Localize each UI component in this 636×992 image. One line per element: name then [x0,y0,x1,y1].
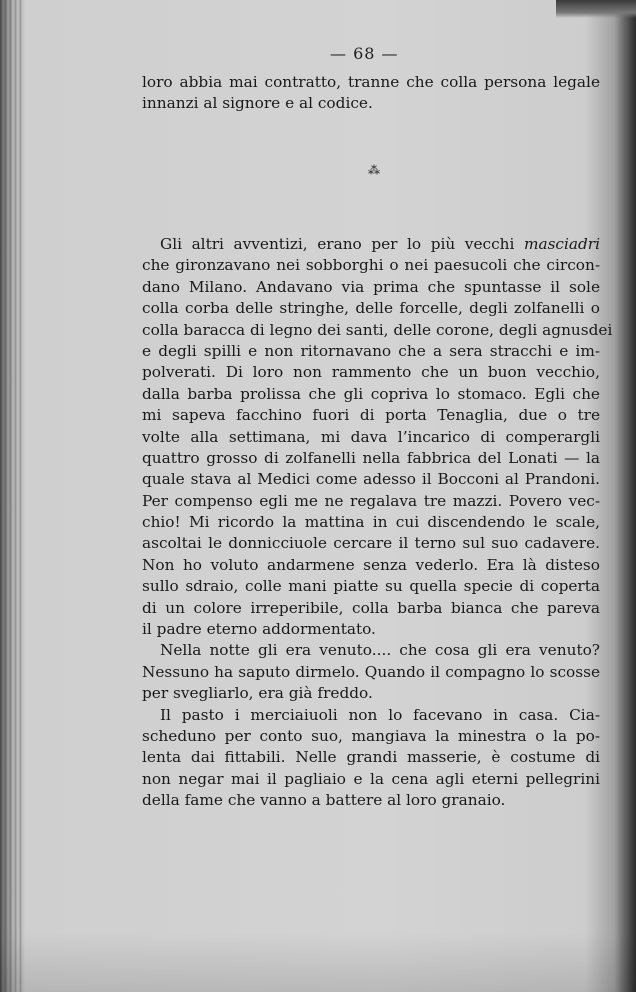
text-line: ascoltai le donnicciuole cercare il terno sul suo cadavere. [142,534,600,553]
page-bottom-shade [0,932,636,992]
text-line: quattro grosso di zolfanelli nella fabbrica del Lonati — la [142,448,600,467]
text-line: Nessuno ha saputo dirmelo. Quando il compagno lo scosse [142,662,600,681]
text-line: innanzi al signore e al codice. [142,94,373,113]
text-line: sullo sdraio, colle mani piatte su quella specie di coperta [142,577,600,596]
text-line: della fame che vanno a battere al loro granaio. [142,791,506,810]
page-number: — 68 — [330,44,399,63]
text-line: dano Milano. Andavano via prima che spuntasse il sole [142,277,600,296]
section-break-asterism: ⁂ [368,163,380,177]
text-line: quale stava al Medici come adesso il Bocconi al Prandoni. [142,470,600,489]
text-line [142,234,600,255]
text-line: Non ho voluto andarmene senza vederlo. Era là disteso [142,555,600,574]
text-line: scheduno per conto suo, mangiava la minestra o la po- [142,726,600,745]
paragraph-avventizi [142,234,613,812]
top-paragraph [142,72,600,115]
text-line: colla baracca di legno dei santi, delle corone, degli agnusdei [142,320,613,339]
page-corner-shadow [556,0,636,18]
paragraph-first-line: Gli altri avventizi, erano per lo più vecchi [160,235,524,253]
text-line [142,705,600,726]
text-line: mi sapeva facchino fuori di porta Tenaglia, due o tre [142,406,600,425]
page-right-edge-shadow [614,0,636,992]
text-line: il padre eterno addormentato. [142,620,376,639]
paragraph-first-line: Nella notte gli era venuto.... che cosa gli era venuto? [160,641,600,660]
text-line: che gironzavano nei sobborghi o nei paesucoli che circon- [142,256,600,275]
italic-word: masciadri [523,235,600,253]
text-line: colla corba delle stringhe, delle forcelle, degli zolfanelli o [142,299,600,318]
text-line: Per compenso egli me ne regalava tre mazzi. Povero vec- [142,491,600,510]
text-line: per svegliarlo, era già freddo. [142,684,373,703]
text-line: dalla barba prolissa che gli copriva lo stomaco. Egli che [142,384,600,403]
text-line: e degli spilli e non ritornavano che a sera stracchi e im- [142,341,600,360]
text-line: loro abbia mai contratto, tranne che colla persona legale [142,73,600,91]
text-line: non negar mai il pagliaio e la cena agli eterni pellegrini [142,769,600,788]
text-line [142,640,600,661]
text-line: di un colore irreperibile, colla barba bianca che pareva [142,598,600,617]
text-line: lenta dai fittabili. Nelle grandi masserie, è costume di [142,748,600,767]
book-spine-edge [0,0,24,992]
text-line: polverati. Di loro non rammento che un buon vecchio, [142,363,600,382]
text-line: chio! Mi ricordo la mattina in cui discendendo le scale, [142,513,600,532]
text-line: volte alla settimana, mi dava l’incarico di comperargli [142,427,600,446]
paragraph-first-line: Il pasto i merciaiuoli non lo facevano in casa. Cia- [160,705,600,724]
